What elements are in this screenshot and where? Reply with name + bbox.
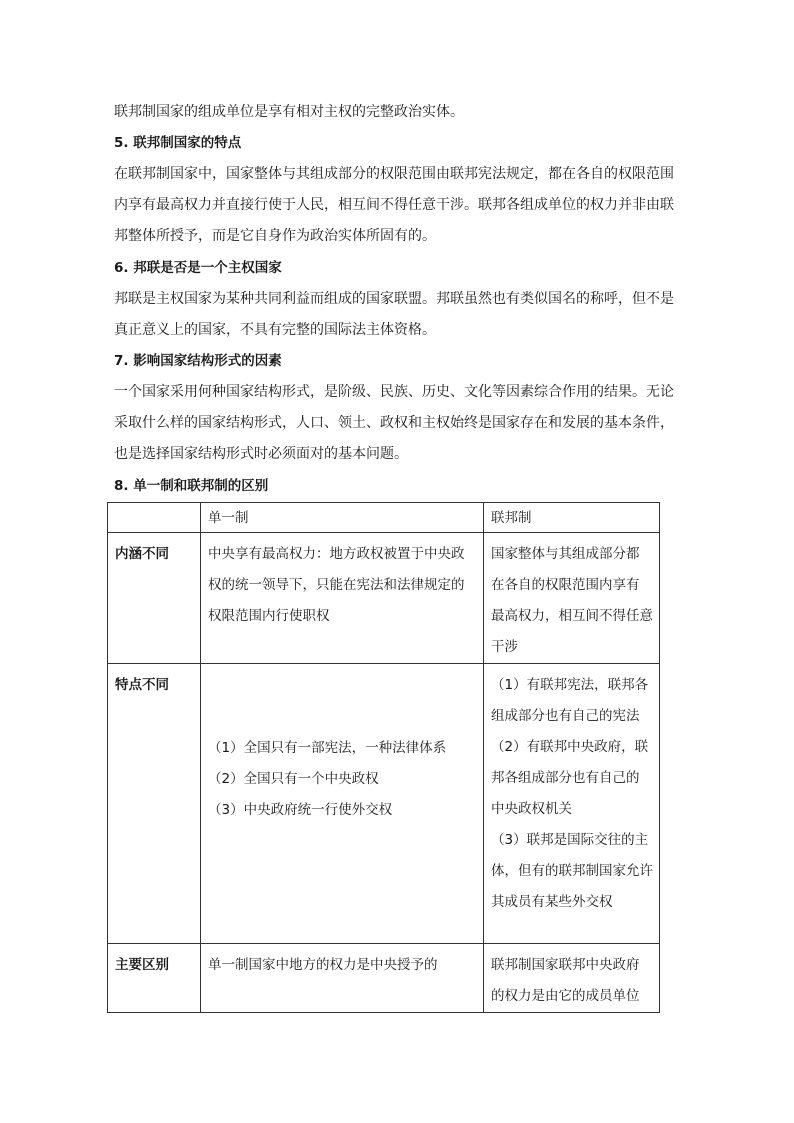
- cell-text-line: 单一制国家中地方的权力是中央授予的: [208, 957, 438, 973]
- federal-cell: [484, 664, 660, 944]
- unitary-features: [208, 670, 478, 826]
- cell-text-line: 最高权力，相互间不得任意: [491, 608, 653, 624]
- heading-6: 6. 邦联是否是一个主权国家: [114, 260, 282, 276]
- cell-text-line: （2）全国只有一个中央政权: [208, 771, 379, 787]
- paragraph-6-line-2: 真正意义上的国家，不具有完整的国际法主体资格。: [114, 322, 436, 338]
- heading-7: 7. 影响国家结构形式的因素: [114, 353, 282, 369]
- unitary-cell: [201, 664, 484, 944]
- cell-text-line: （1）有联邦宪法，联邦各: [491, 677, 649, 693]
- paragraph-6-line-1: 邦联是主权国家为某种共同利益而组成的国家联盟。邦联虽然也有类似国名的称呼，但不是: [114, 291, 674, 307]
- row-label: 特点不同: [108, 664, 201, 944]
- cell-text-line: 的权力是由它的成员单位: [491, 988, 640, 1004]
- paragraph-7-line-3: 也是选择国家结构形式时必须面对的基本问题。: [114, 446, 408, 462]
- heading-8: 8. 单一制和联邦制的区别: [114, 478, 269, 494]
- paragraph-intro: 联邦制国家的组成单位是享有相对主权的完整政治实体。: [114, 104, 464, 120]
- paragraph-5-line-1: 在联邦制国家中，国家整体与其组成部分的权限范围由联邦宪法规定，都在各自的权限范围: [114, 166, 674, 182]
- cell-text-line: 组成部分也有自己的宪法: [491, 708, 640, 724]
- cell-text-line: 其成员有某些外交权: [491, 894, 613, 910]
- row-label: 主要区别: [108, 944, 201, 1013]
- cell-text-line: （2）有联邦中央政府，联: [491, 739, 649, 755]
- cell-text-line: 权限范围内行使职权: [208, 608, 330, 624]
- federal-cell: [484, 944, 660, 1013]
- cell-text-line: （3）中央政府统一行使外交权: [208, 802, 393, 818]
- paragraph-5-line-3: 邦整体所授予，而是它自身作为政治实体所固有的。: [114, 228, 436, 244]
- header-cell-federal: 联邦制: [484, 503, 660, 533]
- cell-text-line: （1）全国只有一部宪法，一种法律体系: [208, 740, 447, 756]
- cell-text-line: 权的统一领导下，只能在宪法和法律规定的: [208, 577, 465, 593]
- paragraph-7-line-2: 采取什么样的国家结构形式，人口、领土、政权和主权始终是国家存在和发展的基本条件，: [114, 415, 674, 431]
- table-row: [108, 944, 660, 1013]
- cell-text-line: 在各自的权限范围内享有: [491, 577, 640, 593]
- cell-text-line: 中央政权机关: [491, 801, 572, 817]
- cell-text-line: 体，但有的联邦制国家允许: [491, 863, 653, 879]
- cell-text-line: 联邦制国家联邦中央政府: [491, 957, 640, 973]
- row-label: 内涵不同: [108, 533, 201, 664]
- paragraph-7-line-1: 一个国家采用何种国家结构形式，是阶级、民族、历史、文化等因素综合作用的结果。无论: [114, 384, 674, 400]
- federal-cell: [484, 533, 660, 664]
- heading-5: 5. 联邦制国家的特点: [114, 135, 242, 151]
- table-row: [108, 664, 660, 944]
- cell-text-line: 中央享有最高权力：地方政权被置于中央政: [208, 546, 465, 562]
- table-row: [108, 533, 660, 664]
- cell-text-line: 邦各组成部分也有自己的: [491, 770, 640, 786]
- comparison-table: [107, 502, 660, 1013]
- table-header-row: [108, 503, 660, 533]
- header-cell-unitary: 单一制: [201, 503, 484, 533]
- header-cell-blank: [108, 503, 201, 533]
- unitary-cell: [201, 944, 484, 1013]
- cell-text-line: 国家整体与其组成部分都: [491, 546, 640, 562]
- cell-text-line: （3）联邦是国际交往的主: [491, 832, 649, 848]
- cell-text-line: 干涉: [491, 639, 518, 655]
- unitary-cell: [201, 533, 484, 664]
- paragraph-5-line-2: 内享有最高权力并直接行使于人民，相互间不得任意干涉。联邦各组成单位的权力并非由联: [114, 197, 674, 213]
